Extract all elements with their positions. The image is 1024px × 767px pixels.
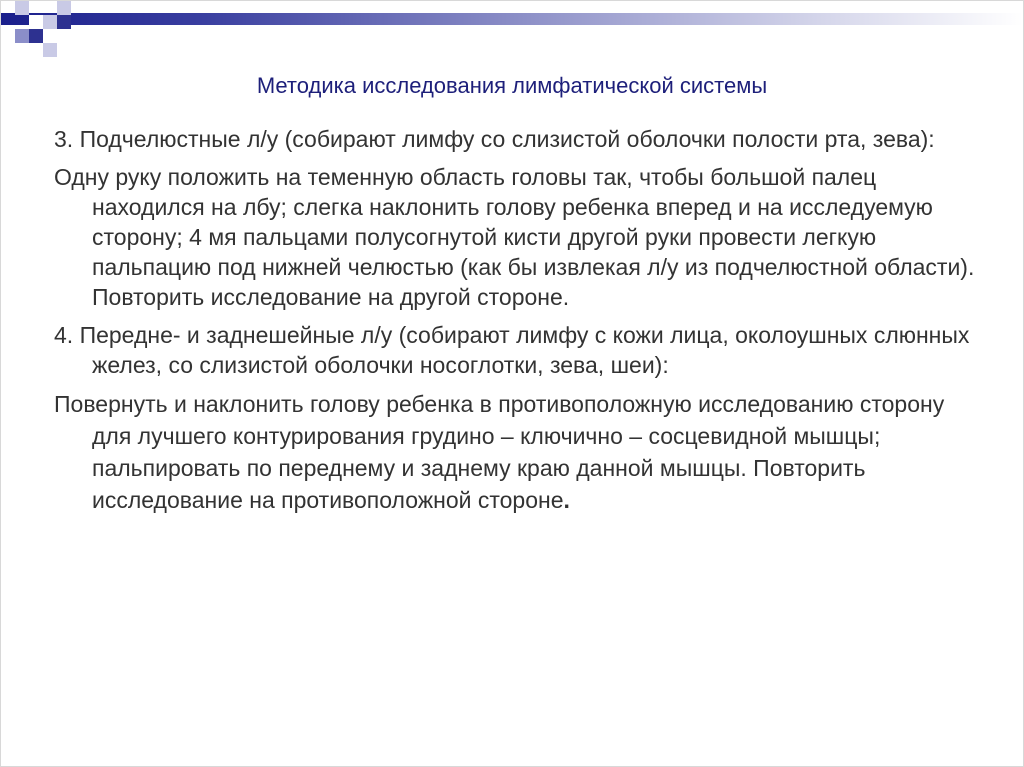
paragraph: Одну руку положить на теменную область головы так, чтобы большой палец находился на лбу; слегка наклонить голову ребенка вперед и на исследуемую сторону; 4 мя пальцами полусогнутой кисти другой руки провести легкую пальпацию под нижней челюстью (как бы извлекая л/у из подчелюстной области). Повторить исследование на другой стороне. [54,164,975,310]
slide-body [54,124,989,524]
decor-square [15,29,29,43]
paragraph: 3. Подчелюстные л/у (собирают лимфу со слизистой оболочки полости рта, зева): [54,126,935,152]
decor-square [43,15,57,29]
header-gradient-bar [1,13,1023,25]
slide-title: Методика исследования лимфатической системы [256,73,768,98]
decor-square [43,43,57,57]
paragraph: 4. Передне- и заднешейные л/у (собирают лимфу с кожи лица, околоушных слюнных желез, со слизистой оболочки носоглотки, зева, шеи): [54,322,970,378]
decor-square [57,15,71,29]
decor-square [57,1,71,15]
decor-square [15,1,29,15]
final-period: . [563,487,570,513]
decor-square [29,29,43,43]
paragraph [54,388,989,516]
decor-square [29,15,43,29]
paragraph-text: Повернуть и наклонить голову ребенка в противоположную исследованию сторону для лучшего контурирования грудино – ключично – сосцевидной мышцы; пальпировать по переднему и заднему краю данной мышцы. Повторить исследование на противоположной стороне [54,391,945,513]
